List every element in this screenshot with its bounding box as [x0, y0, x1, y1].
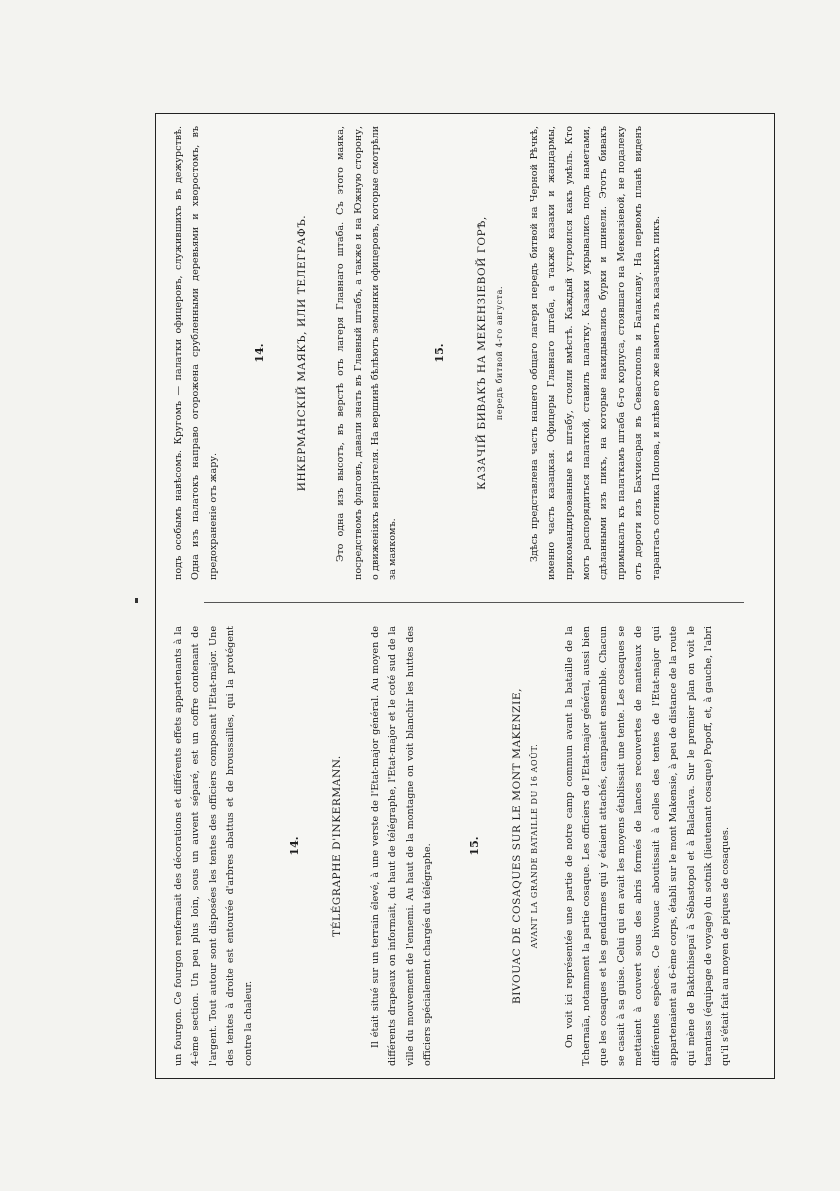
french-section-14-number: 14. — [288, 836, 302, 856]
russian-section-15-number: 15. — [432, 343, 446, 363]
russian-section-15-title: КАЗАЧІЙ БИВАКЪ НА МЕКЕНЗІЕВОЙ ГОРѢ, — [475, 216, 488, 490]
page-frame — [155, 113, 775, 1079]
french-column — [170, 626, 762, 1066]
russian-section-14-title: ИНКЕРМАНСКІЙ МАЯКЪ, ИЛИ ТЕЛЕГРАФЪ. — [296, 214, 309, 492]
russian-section-15-text: Здѣсь представлена часть нашего общаго лагеря передъ битвой на Черной Рѣчкѣ, именно часть казацкая. Офицеры Главнаго штаба, а также казаки и жандармы, прикомандированные къ штабу, стояли вмѣстѣ. Каждый устроился какъ умѣлъ. Кто могъ распорядиться палаткой, ставилъ палатку. Казаки укрывались подъ наметами, сдѣланными изъ пикъ, на которые накидывались бурки и шинели. Этотъ бивакъ примыкалъ къ палаткамъ штаба 6-го корпуса, стоявшаго на Мекензіевой, не подалеку отъ дороги изъ Бахчисарая въ Севастополь и Балаклаву. На первомъ планѣ виденъ тарантасъ сотника Попова, и влѣво его же наметъ изъ казачьихъ пикъ. — [528, 126, 662, 580]
russian-section-14-number: 14. — [253, 343, 267, 363]
french-section-15-text: On voit ici représentée une partie de notre camp commun avant la bataille de la Tchernaïa, notamment la partie cosaque. Les officiers de l'Etat-major général, aussi bien que les cosaques et les gendarmes qui y étaient attachés, campaient ensemble. Chacun se casait à sa guise. Celui qui en avait les moyens établissait une tente. Les cosaques se mettaient à couvert sous des abris formés de lances recouvertes de manteaux de différentes espèces. Ce bivouac aboutissait à celles des tentes de l'Etat-major qui appartenaient au 6-ème corps, établi sur le mont Makensie, à peu de distance de la route qui mène de Baktchisераï à Sébastopol et à Balaclava. Sur le premier plan on voit le tarantass (équipage de voyage) du sotnik (lieutenant cosaque) Popoff, et, à gauche, l'abri qu'il s'était fait au moyen de piques de cosaques. — [563, 626, 732, 1066]
french-section-14-title: TÉLÉGRAPHE D'INKERMANN. — [331, 755, 344, 937]
russian-intro-paragraph: подъ особымъ навѣсомъ. Кругомъ — палатки офицеровъ, служившихъ въ дежурствѣ. Одна изъ палатокъ направо огорожена срубленными деревьями и хворостомъ, въ предохраненіе отъ жару. — [173, 126, 219, 580]
french-section-15-subtitle: AVANT LA GRANDE BATAILLE DU 16 AOÛT. — [529, 743, 539, 949]
french-section-15-title: BIVOUAC DE COSAQUES SUR LE MONT MAKENZIE, — [510, 687, 523, 1005]
column-divider — [204, 602, 744, 603]
russian-section-15-subtitle: передъ битвой 4-го августа. — [494, 285, 504, 421]
french-intro-paragraph: un fourgon. Ce fourgon renfermait des décorations et différents effets appartenants à la 4-ème section. Un peu plus loin, sous un auvent séparé, est un coffre contenant de l'argent. Tout autour sont disposées les tentes des officiers composant l'Etat-major. Une des tentes à droite est entourée d'arbres abattus et de broussailles, qui la protégent contre la chaleur. — [173, 626, 254, 1066]
french-section-15-number: 15. — [467, 836, 481, 856]
rotated-spread — [170, 126, 762, 1066]
french-section-14-text: Il était situé sur un terrain élevé, à une verste de l'Etat-major général. Au moyen de différents drapeaux on informait, du haut de télégraphe, l'Etat-major et le coté sud de la ville du mouvement de l'ennemi. Au haut de la montagne on voit blanchir les huttes des officiers spécialement chargés du télégraphe. — [370, 626, 434, 1066]
ink-mark — [135, 598, 138, 603]
russian-column — [170, 126, 762, 580]
russian-section-14-text: Это одна изъ высотъ, въ верстѣ отъ лагеря Главнаго штаба. Съ этого маяка, посредствомъ флаговъ, давали знать въ Главный штабъ, а также и на Южную сторону, о движеніяхъ непріятеля. На вершинѣ бѣлѣютъ землянки офицеровъ, которые смотрѣли за маякомъ. — [335, 126, 399, 580]
